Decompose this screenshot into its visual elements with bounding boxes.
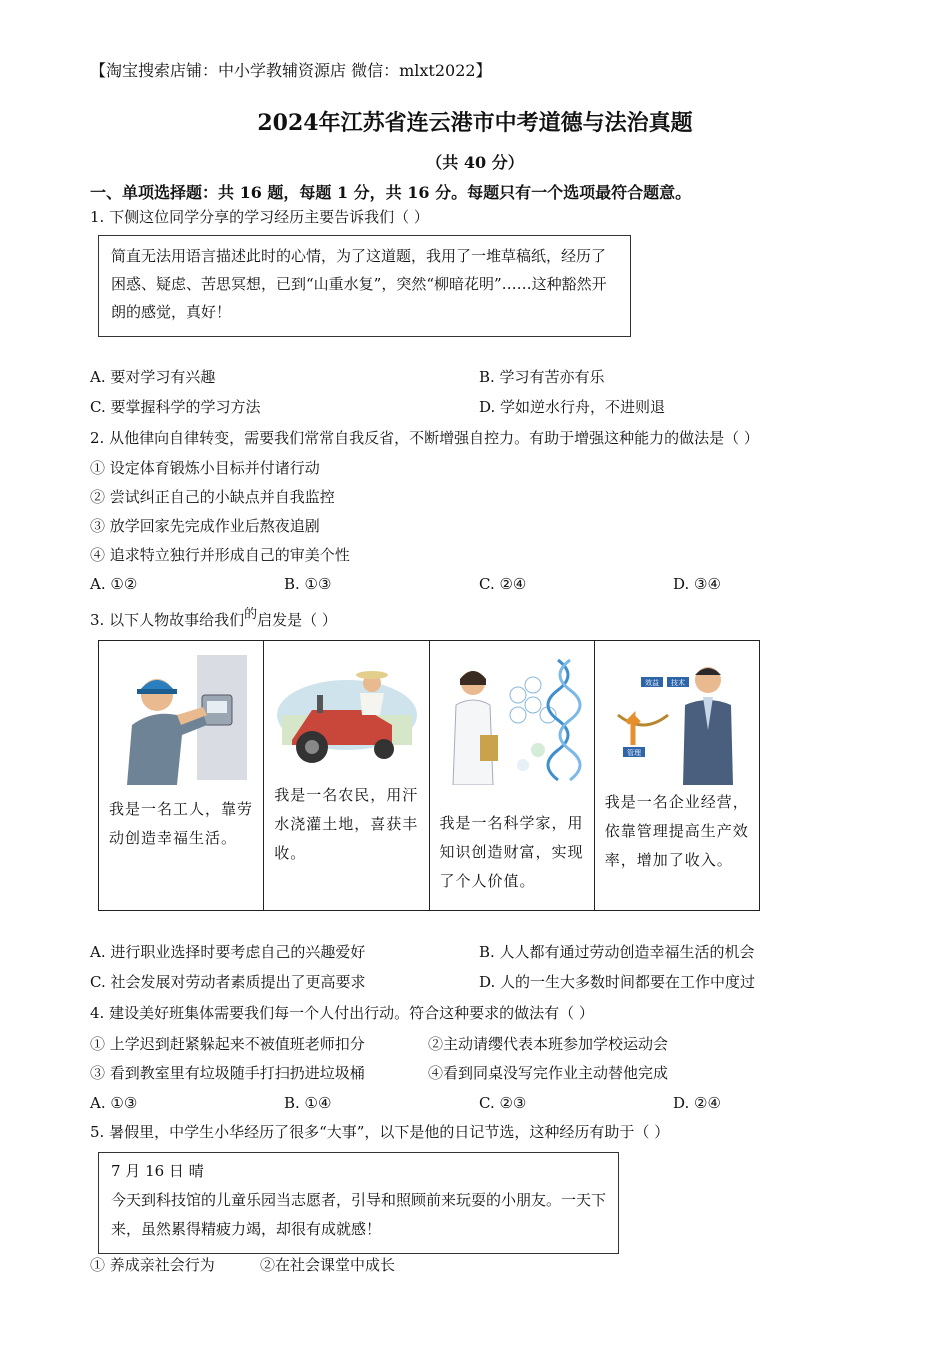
q1-option-c: C. 要掌握科学的学习方法 [90,398,261,416]
q1-quote-text: 简直无法用语言描述此时的心情，为了这道题，我用了一堆草稿纸，经历了困惑、疑虑、苦思冥想，已到“山重水复”，突然“柳暗花明”……这种豁然开朗的感觉，真好！ [111,247,607,321]
story-text-manager: 我是一名企业经营，依靠管理提高生产效率，增加了收入。 [604,793,749,869]
q3-stem-end: 启发是（ ） [257,611,337,629]
q4-option-a: A. ①③ [90,1094,138,1112]
q3-stem [90,607,337,632]
q2-option-b: B. ①③ [284,575,332,593]
mgmt-tag-tech: 技术 [670,679,685,687]
q5-stem: 5. 暑假里，中学生小华经历了很多“大事”，以下是他的日记节选，这种经历有助于（ ） [90,1123,670,1141]
q3-story-grid [98,640,760,911]
q4-option-c: C. ②③ [479,1094,527,1112]
q2-statement-4: ④ 追求特立独行并形成自己的审美个性 [90,546,350,564]
q2-statement-2: ② 尝试纠正自己的小缺点并自我监控 [90,488,335,506]
q2-option-d: D. ③④ [673,575,721,593]
score-subtitle: （共 40 分） [426,153,524,172]
q5-diary-date: 7 月 16 日 晴 [111,1162,204,1180]
q2-stem: 2. 从他律向自律转变，需要我们常常自我反省，不断增强自控力。有助于增强这种能力的做法是（ ） [90,429,759,447]
story-text-scientist: 我是一名科学家，用知识创造财富，实现了个人价值。 [439,814,584,890]
q5-statement-2: ②在社会课堂中成长 [260,1256,396,1274]
q4-statement-3: ③ 看到教室里有垃圾随手打扫扔进垃圾桶 [90,1064,365,1082]
q1-option-b: B. 学习有苦亦有乐 [479,368,605,386]
story-cell-worker [99,641,264,910]
page-title: 2024年江苏省连云港市中考道德与法治真题 [257,110,693,136]
q1-stem: 1. 下侧这位同学分享的学习经历主要告诉我们（ ） [90,208,429,226]
q4-statement-1: ① 上学迟到赶紧躲起来不被值班老师扣分 [90,1035,365,1053]
q3-stem-de: 的 [244,607,258,622]
q4-option-d: D. ②④ [673,1094,721,1112]
q1-quote-box [98,235,631,337]
mgmt-tag-benefit: 效益 [644,679,659,687]
story-text-worker: 我是一名工人，靠劳动创造幸福生活。 [109,800,254,847]
story-text-farmer: 我是一名农民，用汗水浇灌土地，喜获丰收。 [274,786,419,862]
q4-statement-4: ④看到同桌没写完作业主动替他完成 [428,1064,669,1082]
q2-option-a: A. ①② [90,575,138,593]
story-cell-farmer [264,641,429,910]
q3-option-b: B. 人人都有通过劳动创造幸福生活的机会 [479,943,755,961]
section-heading: 一、单项选择题：共 16 题，每题 1 分，共 16 分。每题只有一个选项最符合题意。 [90,183,692,202]
story-cell-scientist [430,641,595,910]
mgmt-tag-management: 管理 [626,749,641,757]
q4-statement-2: ②主动请缨代表本班参加学校运动会 [428,1035,669,1053]
shop-header: 【淘宝搜索店铺：中小学教辅资源店 微信：mlxt2022】 [90,61,492,80]
q5-diary-box [98,1152,619,1254]
manager-illustration [603,655,753,785]
q2-option-c: C. ②④ [479,575,527,593]
q5-diary-text: 今天到科技馆的儿童乐园当志愿者，引导和照顾前来玩耍的小朋友。一天下来，虽然累得精疲力竭，却很有成就感！ [111,1191,607,1238]
q2-statement-1: ① 设定体育锻炼小目标并付诸行动 [90,459,320,477]
q3-option-c: C. 社会发展对劳动者素质提出了更高要求 [90,973,366,991]
q4-option-b: B. ①④ [284,1094,332,1112]
q1-option-a: A. 要对学习有兴趣 [90,368,216,386]
worker-illustration [107,655,257,785]
q3-stem-start: 3. 以下人物故事给我们 [90,611,245,629]
q5-statement-1: ① 养成亲社会行为 [90,1256,215,1274]
story-cell-manager [595,641,759,910]
scientist-dna-illustration [438,655,588,785]
q2-statement-3: ③ 放学回家先完成作业后熬夜追剧 [90,517,320,535]
q4-stem: 4. 建设美好班集体需要我们每一个人付出行动。符合这种要求的做法有（ ） [90,1004,594,1022]
farmer-tractor-illustration [272,655,422,785]
q3-option-d: D. 人的一生大多数时间都要在工作中度过 [479,973,756,991]
q1-option-d: D. 学如逆水行舟，不进则退 [479,398,666,416]
q3-option-a: A. 进行职业选择时要考虑自己的兴趣爱好 [90,943,366,961]
